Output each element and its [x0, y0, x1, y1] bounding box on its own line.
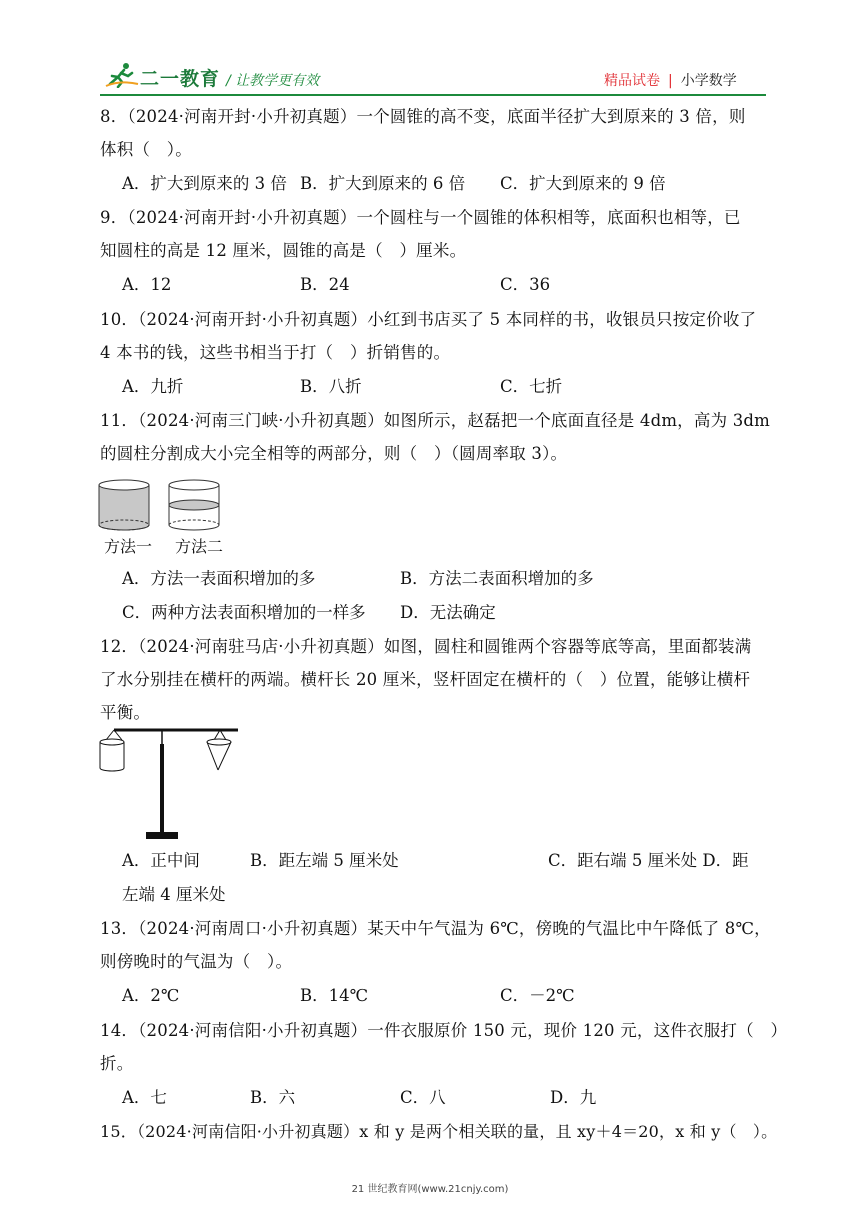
question-10-line-1: 10．（2024·河南开封·小升初真题）小红到书店买了 5 本同样的书，收银员只按定价收了	[100, 310, 757, 329]
question-11-option-d: D．无法确定	[400, 603, 496, 622]
question-14-option-b: B．六	[250, 1088, 296, 1107]
question-9-option-a: A．12	[122, 275, 172, 294]
question-13-option-c: C．－2℃	[500, 986, 575, 1005]
question-12-line-3: 平衡。	[100, 703, 151, 722]
runner-logo-icon	[104, 62, 140, 88]
question-14-line-2: 折。	[100, 1054, 134, 1073]
question-9-option-c: C．36	[500, 275, 551, 294]
question-14-option-c: C．八	[400, 1088, 446, 1107]
question-10-line-2: 4 本书的钱，这些书相当于打（ ）折销售的。	[100, 343, 451, 362]
question-13-option-a: A．2℃	[122, 986, 180, 1005]
question-11-line-1: 11．（2024·河南三门峡·小升初真题）如图所示，赵磊把一个底面直径是 4dm，高为 3dm	[100, 411, 771, 430]
cylinder-method-1	[99, 480, 149, 530]
cylinder-method-2	[169, 480, 219, 530]
figure-label-method-2: 方法二	[175, 537, 224, 556]
question-8-option-a: A．扩大到原来的 3 倍	[122, 174, 287, 193]
question-13-line-1: 13．（2024·河南周口·小升初真题）某天中午气温为 6℃，傍晚的气温比中午降低了 8℃，	[100, 919, 771, 938]
question-14-option-d: D．九	[550, 1088, 597, 1107]
figure-label-method-1: 方法一	[104, 537, 153, 556]
question-15-line-1: 15．（2024·河南信阳·小升初真题）x 和 y 是两个相关联的量，且 xy＋4＝20，x 和 y（ ）。	[100, 1122, 778, 1141]
question-10-option-c: C．七折	[500, 377, 563, 396]
question-11-option-a: A．方法一表面积增加的多	[122, 569, 316, 588]
question-14-option-a: A．七	[122, 1088, 167, 1107]
question-12-option-a: A．正中间	[122, 851, 200, 870]
question-9-line-1: 9．（2024·河南开封·小升初真题）一个圆柱与一个圆锥的体积相等，底面积也相等，已	[100, 208, 741, 227]
header-rule	[100, 94, 766, 96]
question-10-option-a: A．九折	[122, 377, 184, 396]
cylinder-cut-figure	[96, 476, 230, 536]
question-12-line-2: 了水分别挂在横杆的两端。横杆长 20 厘米，竖杆固定在横杆的（ ）位置，能够让横杆	[100, 670, 751, 689]
question-12-option-c: C．距右端 5 厘米处 D．距	[548, 851, 749, 870]
page-footer: 21 世纪教育网(www.21cnjy.com)	[351, 1184, 509, 1195]
question-9-line-2: 知圆柱的高是 12 厘米，圆锥的高是（ ）厘米。	[100, 241, 467, 260]
question-10-option-b: B．八折	[300, 377, 362, 396]
question-11-option-c: C．两种方法表面积增加的一样多	[122, 603, 366, 622]
question-9-option-b: B．24	[300, 275, 350, 294]
question-13-option-b: B．14℃	[300, 986, 369, 1005]
question-8-option-c: C．扩大到原来的 9 倍	[500, 174, 666, 193]
logo-text: 二一教育	[140, 68, 221, 90]
question-11-line-2: 的圆柱分割成大小完全相等的两部分，则（ ）（圆周率取 3）。	[100, 444, 568, 463]
header-separator: |	[668, 73, 673, 89]
question-8-option-b: B．扩大到原来的 6 倍	[300, 174, 466, 193]
balance-figure	[96, 724, 256, 844]
question-8-line-2: 体积（ ）。	[100, 140, 192, 159]
question-13-line-2: 则傍晚时的气温为（ ）。	[100, 952, 293, 971]
question-12-option-b: B．距左端 5 厘米处	[250, 851, 399, 870]
question-12-option-d-continued: 左端 4 厘米处	[122, 885, 226, 904]
slogan: / 让教学更有效	[226, 73, 320, 89]
header-tag: 精品试卷	[604, 73, 660, 89]
header-subject: 小学数学	[680, 73, 737, 89]
question-8-line-1: 8．（2024·河南开封·小升初真题）一个圆锥的高不变，底面半径扩大到原来的 3 倍，则	[100, 107, 746, 126]
question-14-line-1: 14．（2024·河南信阳·小升初真题）一件衣服原价 150 元，现价 120 元，这件衣服打（ ）	[100, 1021, 788, 1040]
header-right	[604, 70, 737, 90]
question-12-line-1: 12．（2024·河南驻马店·小升初真题）如图，圆柱和圆锥两个容器等底等高，里面都装满	[100, 637, 752, 656]
question-11-option-b: B．方法二表面积增加的多	[400, 569, 594, 588]
